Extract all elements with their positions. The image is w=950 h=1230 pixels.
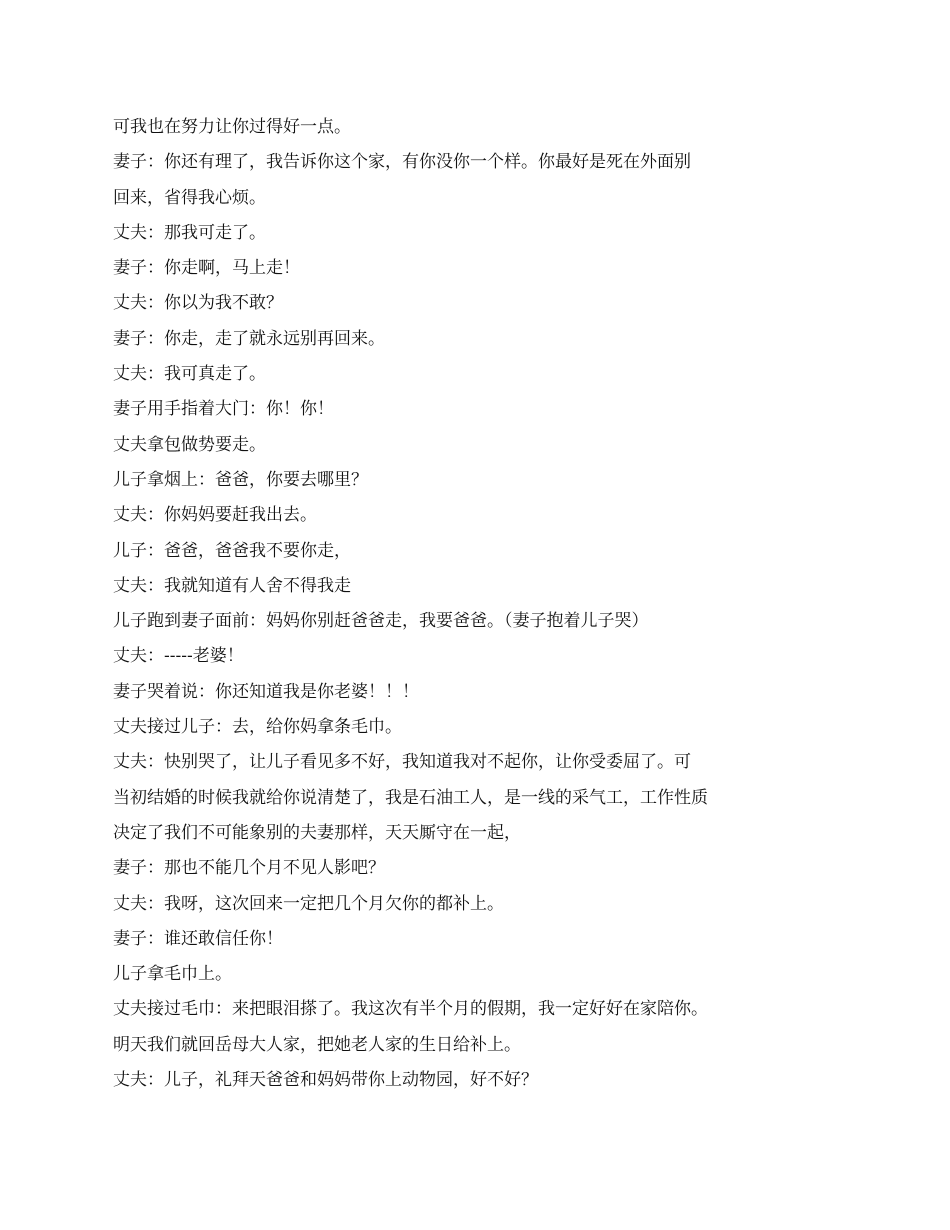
- text-line: 可我也在努力让你过得好一点。: [113, 117, 351, 137]
- text-line: 丈夫：儿子，礼拜天爸爸和妈妈带你上动物园，好不好？: [113, 1070, 538, 1091]
- text-line: 回来，省得我心烦。: [113, 187, 266, 208]
- text-line: 丈夫拿包做势要走。: [113, 434, 266, 455]
- text-line: 丈夫接过儿子：去，给你妈拿条毛巾。: [113, 717, 402, 738]
- text-line: 丈夫接过毛巾：来把眼泪搽了。我这次有半个月的假期，我一定好好在家陪你。: [113, 999, 708, 1020]
- text-line: 儿子拿烟上：爸爸，你要去哪里？: [113, 469, 368, 490]
- text-line: 妻子：你走啊，马上走！: [113, 258, 300, 279]
- script-text-body: [113, 110, 813, 1098]
- text-line: 丈夫：你妈妈要赶我出去。: [113, 505, 317, 526]
- text-line: 儿子跑到妻子面前：妈妈你别赶爸爸走，我要爸爸。（妻子抱着儿子哭）: [113, 611, 649, 632]
- text-line: 妻子：你走，走了就永远别再回来。: [113, 328, 385, 349]
- text-line: 决定了我们不可能象别的夫妻那样，天天厮守在一起，: [113, 822, 521, 843]
- text-line: 儿子拿毛巾上。: [113, 964, 232, 985]
- text-line: 明天我们就回岳母大人家，把她老人家的生日给补上。: [113, 1034, 521, 1055]
- text-line: 丈夫：-----老婆！: [113, 646, 244, 667]
- text-line: 丈夫：我就知道有人舍不得我走: [113, 575, 351, 596]
- text-line: 丈夫：你以为我不敢？: [113, 293, 283, 314]
- text-line: 丈夫：那我可走了。: [113, 222, 266, 243]
- text-line: 妻子：谁还敢信任你！: [113, 928, 283, 949]
- text-line: 丈夫：快别哭了，让儿子看见多不好，我知道我对不起你，让你受委屈了。可: [113, 752, 691, 773]
- text-line: 妻子哭着说：你还知道我是你老婆！！！: [113, 681, 419, 702]
- text-line: 丈夫：我可真走了。: [113, 364, 266, 385]
- text-line: 儿子：爸爸，爸爸我不要你走，: [113, 540, 351, 561]
- text-line: 妻子用手指着大门：你！你！: [113, 399, 334, 420]
- text-line: 当初结婚的时候我就给你说清楚了，我是石油工人，是一线的采气工，工作性质: [113, 787, 708, 808]
- text-line: 妻子：你还有理了，我告诉你这个家，有你没你一个样。你最好是死在外面别: [113, 152, 691, 173]
- text-line: 妻子：那也不能几个月不见人影吧？: [113, 858, 385, 879]
- text-line: 丈夫：我呀，这次回来一定把几个月欠你的都补上。: [113, 893, 504, 914]
